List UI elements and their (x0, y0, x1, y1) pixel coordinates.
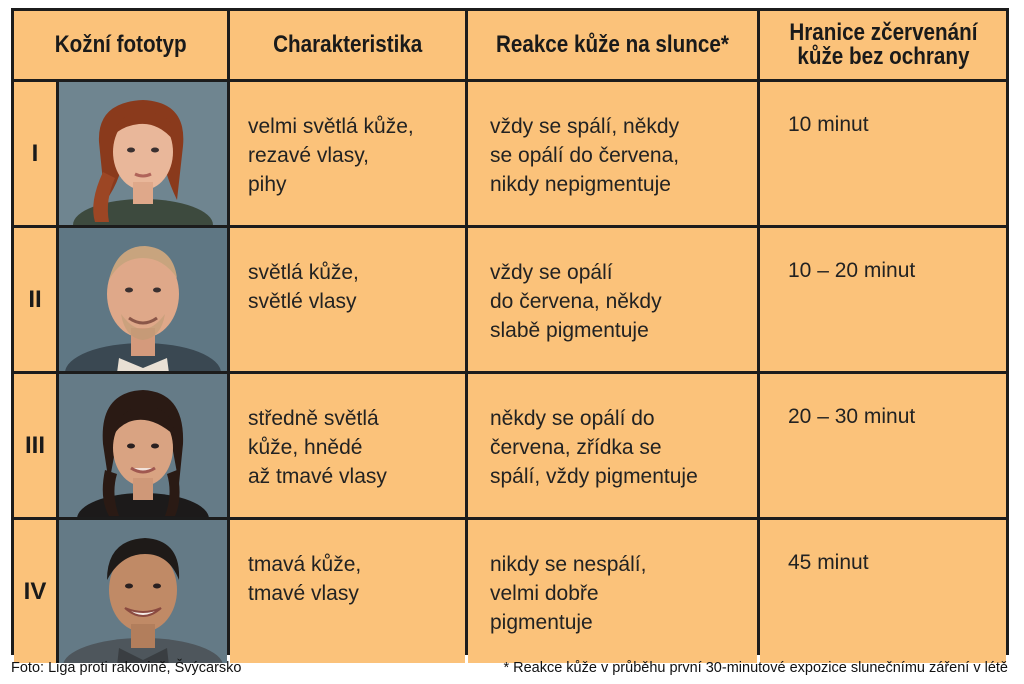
row-3-type-label: III (14, 374, 59, 517)
header-cell-characteristics (230, 11, 465, 79)
row-4-portrait (59, 520, 227, 663)
phototype-table (11, 8, 1009, 655)
row-4-reaction: nikdy se nespálí, velmi dobře pigmentuje (468, 520, 757, 663)
header-cell-reaction (468, 11, 757, 79)
header-skin-type: Kožní fototyp (54, 30, 187, 58)
header-reaction: Reakce kůže na slunce* (496, 30, 729, 58)
portrait-bald-man-icon (59, 228, 227, 371)
row-4-type-label: IV (14, 520, 59, 663)
row-1-type-cell (14, 82, 227, 225)
row-2-characteristics: světlá kůže, světlé vlasy (230, 228, 465, 371)
row-2-portrait (59, 228, 227, 371)
row-4-characteristics: tmavá kůže, tmavé vlasy (230, 520, 465, 663)
photo-credit: Foto: Liga proti rakovině, Švýcarsko (11, 660, 242, 676)
portrait-dark-haired-man-icon (59, 520, 227, 663)
row-2-type-label: II (14, 228, 59, 371)
row-2-reaction: vždy se opálí do červena, někdy slabě pigmentuje (468, 228, 757, 371)
row-3-limit: 20 – 30 minut (760, 374, 1006, 517)
row-1-characteristics: velmi světlá kůže, rezavé vlasy, pihy (230, 82, 465, 225)
header-cell-skin-type (14, 11, 227, 79)
header-cell-limit (760, 11, 1006, 79)
row-2-limit: 10 – 20 minut (760, 228, 1006, 371)
row-3-type-cell (14, 374, 227, 517)
footnote: * Reakce kůže v průběhu první 30-minutové expozice slunečnímu záření v létě (503, 660, 1008, 676)
row-3-characteristics: středně světlá kůže, hnědé až tmavé vlasy (230, 374, 465, 517)
header-characteristics: Charakteristika (272, 30, 423, 58)
row-4-type-cell (14, 520, 227, 663)
header-limit: Hranice zčervenání kůže bez ochrany (788, 18, 978, 70)
portrait-red-haired-woman-icon (59, 82, 227, 225)
portrait-dark-haired-woman-icon (59, 374, 227, 517)
row-1-reaction: vždy se spálí, někdy se opálí do červena, nikdy nepigmentuje (468, 82, 757, 225)
row-1-portrait (59, 82, 227, 225)
row-3-portrait (59, 374, 227, 517)
row-4-limit: 45 minut (760, 520, 1006, 663)
row-1-limit: 10 minut (760, 82, 1006, 225)
row-1-type-label: I (14, 82, 59, 225)
row-3-reaction: někdy se opálí do červena, zřídka se spálí, vždy pigmentuje (468, 374, 757, 517)
row-2-type-cell (14, 228, 227, 371)
